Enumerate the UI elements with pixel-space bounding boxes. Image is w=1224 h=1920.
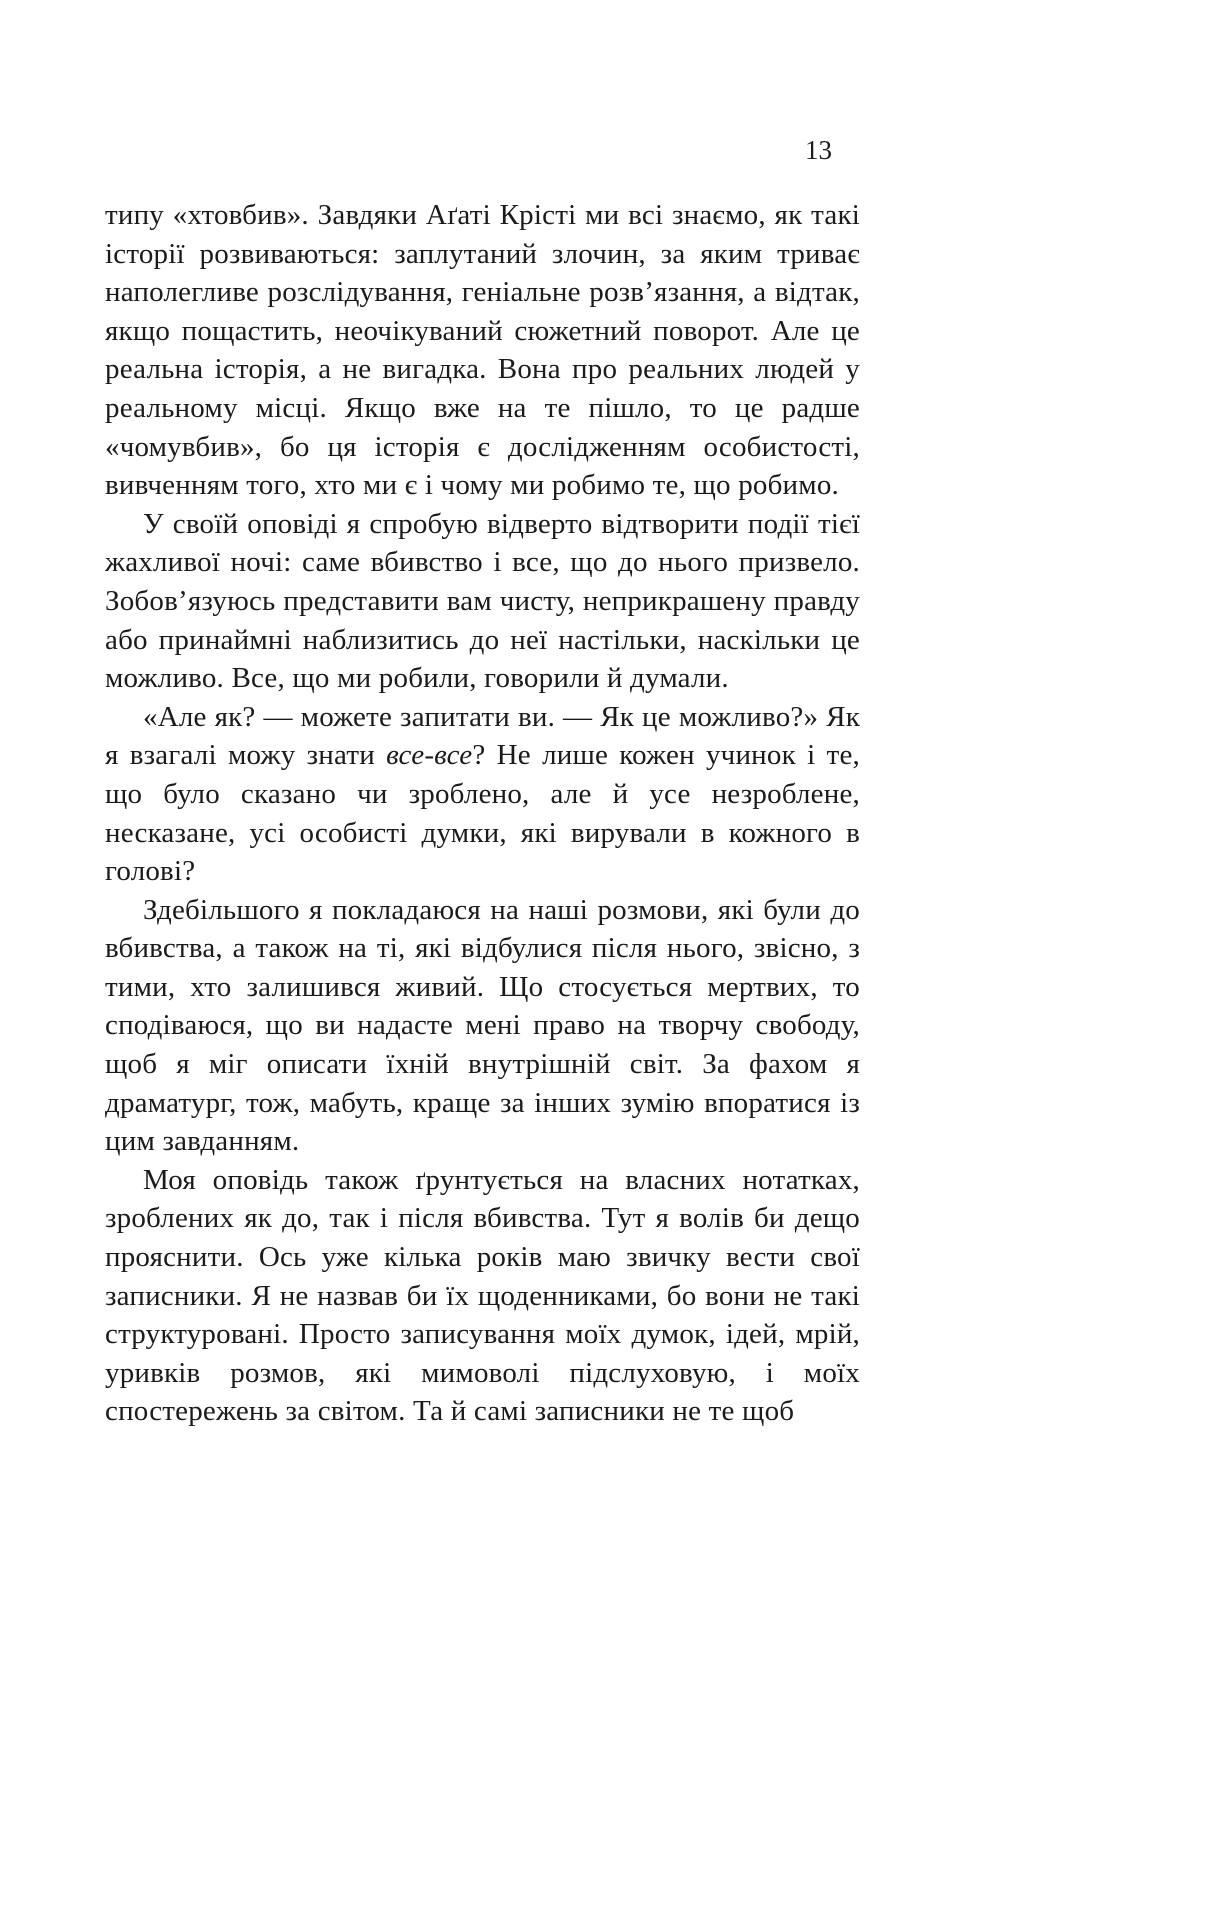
paragraph-text: Здебільшого я покладаюся на наші розмови, які були до вбивства, а також на ті, які відбулися після нього, звісно, з тими, хто залишився живий. Що стосується мертвих, то сподіваюся, що ви надасте мені право на творчу свободу, щоб я міг описати їхній внутрішній світ. За фахом я драматург, тож, мабуть, краще за інших зумію впоратися із цим завданням.	[105, 893, 860, 1158]
paragraph	[105, 1161, 860, 1431]
paragraph	[105, 505, 860, 698]
paragraph-text: Моя оповідь також ґрунтується на власних нотатках, зроблених як до, так і після вбивства. Тут я волів би дещо прояснити. Ось уже кілька років маю звичку вести свої записники. Я не назвав би їх щоденниками, бо вони не такі структуровані. Просто записування моїх думок, ідей, мрій, уривків розмов, які мимоволі підслуховую, і моїх спостережень за світом. Та й самі записники не те щоб	[105, 1163, 860, 1428]
paragraph	[105, 891, 860, 1161]
paragraph-text-italic: все-все	[386, 739, 473, 772]
paragraph-text: типу «хтовбив». Завдяки Аґаті Крісті ми всі знаємо, як такі історії розвиваються: заплутаний злочин, за яким триває наполегливе розслідування, геніальне розв’язання, а відтак, якщо пощастить, неочікуваний сюжетний поворот. Але це реальна історія, а не вигадка. Вона про реальних людей у реальному місці. Якщо вже на те пішло, то це радше «чомувбив», бо ця історія є дослідженням особистості, вивченням того, хто ми є і чому ми робимо те, що робимо.	[105, 199, 860, 502]
paragraph-text: «Але як? — можете запитати ви. — Як це можливо?» Як я взагалі можу знати	[105, 700, 860, 772]
paragraph-text: У своїй оповіді я спробую відверто відтворити події тієї жахливої ночі: саме вбивство і все, що до нього призвело. Зобов’язуюсь представити вам чисту, неприкрашену правду або принаймні наблизитись до неї настільки, наскільки це можливо. Все, що ми робили, говорили й думали.	[105, 507, 860, 695]
page-text	[105, 196, 860, 1431]
paragraph-text: ? Не лише кожен учинок і те, що було сказано чи зроблено, але й усе незроблене, несказане, усі особисті думки, які вирували в кожного в голові?	[105, 739, 860, 888]
page-number: 13	[805, 135, 832, 165]
paragraph	[105, 196, 860, 505]
paragraph	[105, 698, 860, 891]
